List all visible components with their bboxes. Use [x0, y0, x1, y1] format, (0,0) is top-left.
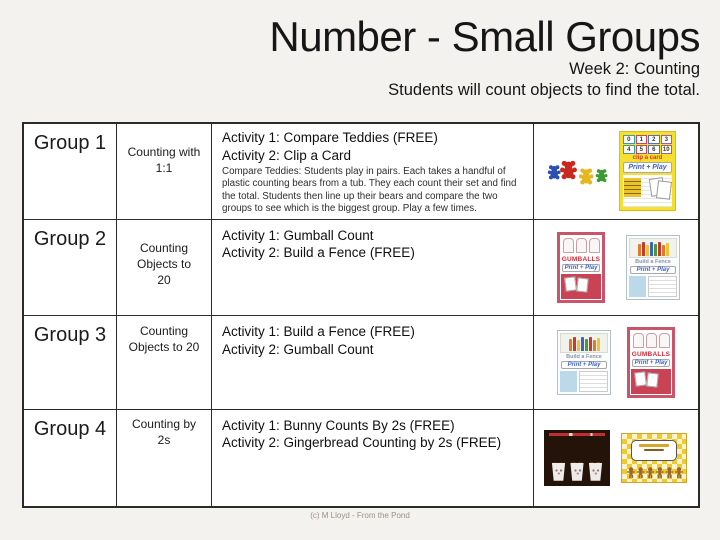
activity-1: Activity 1: Gumball Count: [222, 227, 374, 243]
cover-label: [624, 178, 641, 197]
table-row-group-4: [24, 410, 698, 507]
build-a-fence-cover: [557, 330, 611, 395]
bunny-cup: [570, 463, 585, 481]
cover-body: [623, 175, 672, 207]
craft-sticks-image: [560, 333, 608, 353]
week-subtitle: Week 2: Counting: [569, 60, 700, 79]
bunny-cups-photo: [544, 430, 610, 486]
table-row-group-2: [24, 220, 698, 317]
gumballs-cover: [557, 232, 605, 303]
focus-cell: [117, 410, 212, 507]
mini-card: [656, 180, 672, 200]
slide-header: [269, 14, 700, 101]
objective-subtitle: Students will count objects to find the total.: [388, 81, 700, 100]
cover-title: Build a Fence: [566, 353, 602, 360]
number-card: 6: [648, 145, 660, 154]
images-cell: [534, 124, 698, 219]
cover-body: [629, 276, 677, 297]
focus-label: Counting Objects to 20: [136, 240, 192, 287]
cover-body: [631, 369, 671, 394]
number-card: 10: [661, 145, 673, 154]
cover-title: Build a Fence: [635, 258, 671, 265]
number-card: 5: [636, 145, 648, 154]
copyright-text: (c) M Lloyd - From the Pond: [310, 511, 410, 520]
images-cell: [534, 220, 698, 316]
bunny-cups: [548, 438, 606, 481]
groups-table: [22, 122, 700, 508]
print-play-banner: Print + Play: [630, 266, 676, 274]
focus-cell: [117, 124, 212, 219]
gingerbread-men-row: [627, 467, 683, 479]
gumball-machines-doodle: [631, 331, 671, 350]
activities-cell: [212, 316, 534, 409]
group-cell: [24, 410, 117, 507]
activity-2: Activity 2: Gingerbread Counting by 2s (FREE): [222, 435, 502, 451]
cover-title-frame: [631, 440, 677, 461]
counting-bears-image: [547, 154, 611, 188]
number-card: 2: [648, 135, 660, 144]
cover-title: GUMBALLS: [631, 350, 671, 358]
print-play-banner: Print + Play: [562, 264, 600, 272]
activity-description: Compare Teddies: Students play in pairs. Each takes a handful of plastic counting bears from a tub. They each count their set and find the total. Students then line up their bears and compare the two groups to see which is the biggest group. Play a few times.: [222, 166, 517, 215]
gumball-machines-doodle: [561, 236, 601, 255]
group-cell: [24, 316, 117, 409]
group-cell: [24, 124, 117, 219]
focus-label: Counting Objects to 20: [128, 324, 200, 355]
activity-1: Activity 1: Bunny Counts By 2s (FREE): [222, 417, 455, 433]
number-card: 3: [661, 135, 673, 144]
images-cell: [534, 316, 698, 409]
bunny-cup: [551, 463, 566, 481]
build-a-fence-cover: [626, 235, 680, 300]
images-cell: [534, 410, 698, 507]
activity-2: Activity 2: Clip a Card: [222, 147, 352, 163]
cover-body: [560, 371, 608, 392]
print-play-banner: Print + Play: [623, 162, 672, 173]
activities-cell: [212, 220, 534, 316]
page-title: Number - Small Groups: [269, 13, 700, 60]
focus-cell: [117, 220, 212, 316]
cover-title: GUMBALLS: [561, 255, 601, 263]
number-cards: [623, 135, 672, 154]
group-cell: [24, 220, 117, 316]
clip-a-card-cover: [619, 131, 676, 211]
group-label: Group 4: [33, 417, 107, 440]
number-card: 0: [623, 135, 635, 144]
cover-title: clip a card: [632, 155, 663, 162]
focus-label: Counting with 1:1: [127, 145, 201, 176]
group-label: Group 1: [33, 132, 107, 154]
gingerbread-counting-cover: [621, 433, 687, 483]
activity-1: Activity 1: Compare Teddies (FREE): [222, 130, 438, 145]
focus-label: Counting by 2s: [131, 416, 197, 447]
cover-body: [561, 274, 601, 299]
activities-cell: [212, 410, 534, 507]
group-label: Group 2: [33, 227, 107, 250]
activity-2: Activity 2: Build a Fence (FREE): [222, 245, 415, 261]
activity-2: Activity 2: Gumball Count: [222, 341, 374, 357]
bunny-cup: [588, 463, 603, 481]
activity-1: Activity 1: Build a Fence (FREE): [222, 324, 415, 339]
gumballs-cover: [627, 327, 675, 398]
print-play-banner: Print + Play: [632, 359, 670, 367]
number-card: 1: [636, 135, 648, 144]
craft-sticks-image: [629, 238, 677, 258]
table-row-group-1: [24, 124, 698, 220]
photo-caption-strip: [549, 433, 605, 436]
activities-cell: [212, 124, 534, 219]
print-play-banner: Print + Play: [561, 361, 607, 369]
focus-cell: [117, 316, 212, 409]
number-card: 4: [623, 145, 635, 154]
table-row-group-3: [24, 316, 698, 410]
group-label: Group 3: [33, 324, 107, 346]
